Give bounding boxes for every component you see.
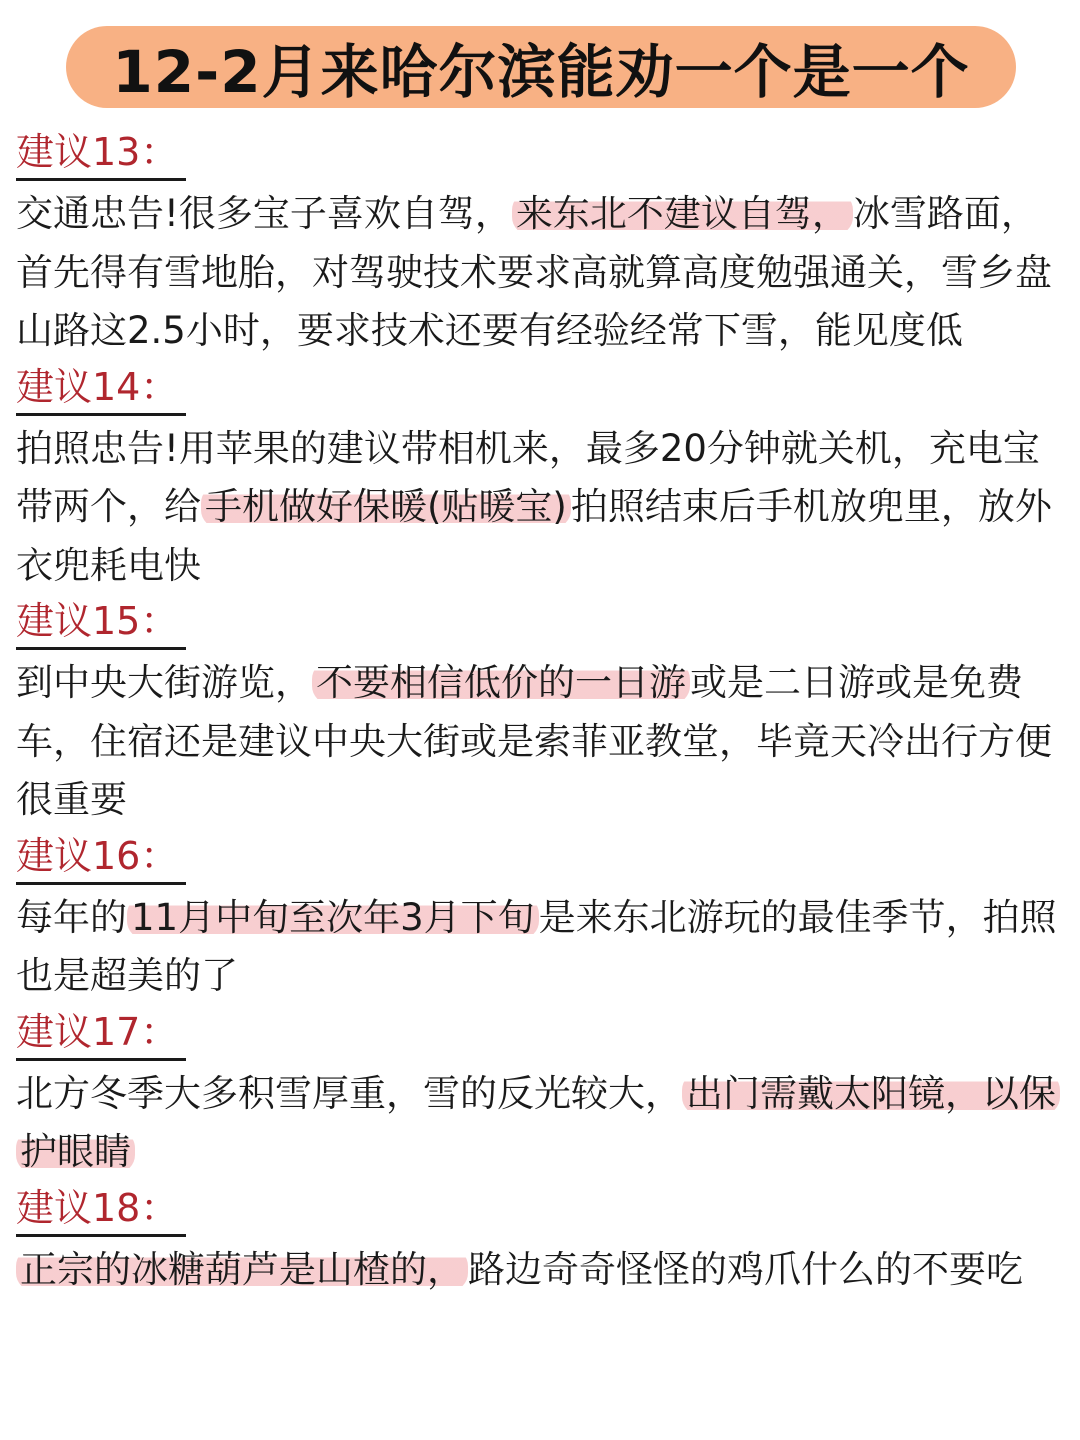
highlighted-text: 11月中旬至次年3月下旬 bbox=[127, 896, 539, 939]
advice-section-17 bbox=[16, 1006, 1062, 1182]
section-heading-underline bbox=[16, 1006, 186, 1061]
page-title: 12-2月来哈尔滨能劝一个是一个 bbox=[112, 38, 970, 106]
body-text: 路边奇奇怪怪的鸡爪什么的不要吃 bbox=[468, 1247, 1023, 1291]
section-heading: 建议18： bbox=[16, 1185, 179, 1230]
section-heading-underline bbox=[16, 595, 186, 650]
advice-section-14 bbox=[16, 361, 1062, 596]
section-body bbox=[16, 889, 1062, 1006]
highlighted-text: 来东北不建议自驾， bbox=[512, 192, 853, 235]
section-heading: 建议13： bbox=[16, 130, 179, 174]
body-text: 或是二日游或是免费车，住宿还是建议中央大街或是索菲亚教堂，毕竟天冷出行方便很重要 bbox=[16, 661, 1052, 821]
section-heading: 建议17： bbox=[16, 1009, 179, 1054]
section-heading-underline bbox=[16, 126, 186, 181]
section-heading-underline bbox=[16, 1182, 186, 1237]
section-body bbox=[16, 185, 1062, 361]
section-heading: 建议16： bbox=[16, 833, 179, 878]
section-body bbox=[16, 1241, 1062, 1300]
advice-section-18 bbox=[16, 1182, 1062, 1300]
highlighted-text: 正宗的冰糖葫芦是山楂的， bbox=[16, 1248, 468, 1291]
section-body bbox=[16, 654, 1062, 830]
highlighted-text: 手机做好保暖(贴暖宝) bbox=[201, 485, 571, 528]
advice-section-15 bbox=[16, 595, 1062, 830]
section-body bbox=[16, 420, 1062, 596]
title-banner bbox=[66, 26, 1016, 108]
body-text: 拍照结束后手机放兜里，放外衣兜耗电快 bbox=[16, 485, 1052, 587]
highlighted-text: 出门需戴太阳镜，以保护眼睛 bbox=[16, 1072, 1060, 1174]
highlighted-text: 不要相信低价的一日游 bbox=[312, 661, 690, 704]
body-text: 是来东北游玩的最佳季节，拍照也是超美的了 bbox=[16, 895, 1057, 997]
section-heading-underline bbox=[16, 830, 186, 885]
section-heading: 建议15： bbox=[16, 599, 179, 643]
section-body bbox=[16, 1065, 1062, 1182]
body-text: 交通忠告!很多宝子喜欢自驾， bbox=[16, 192, 512, 235]
section-heading: 建议14： bbox=[16, 364, 179, 409]
body-text: 冰雪路面，首先得有雪地胎，对驾驶技术要求高就算高度勉强通关，雪乡盘山路这2.5小时，要求技术还要有经验经常下雪，能见度低 bbox=[16, 192, 1052, 352]
advice-section-16 bbox=[16, 830, 1062, 1006]
body-text: 每年的 bbox=[16, 895, 127, 939]
body-text: 拍照忠告!用苹果的建议带相机来，最多20分钟就关机，充电宝带两个，给 bbox=[16, 426, 1040, 528]
section-heading-underline bbox=[16, 361, 186, 416]
advice-section-13 bbox=[16, 126, 1062, 361]
body-text: 北方冬季大多积雪厚重，雪的反光较大， bbox=[16, 1071, 682, 1115]
body-text: 到中央大街游览， bbox=[16, 661, 312, 704]
advice-list bbox=[16, 126, 1062, 1299]
